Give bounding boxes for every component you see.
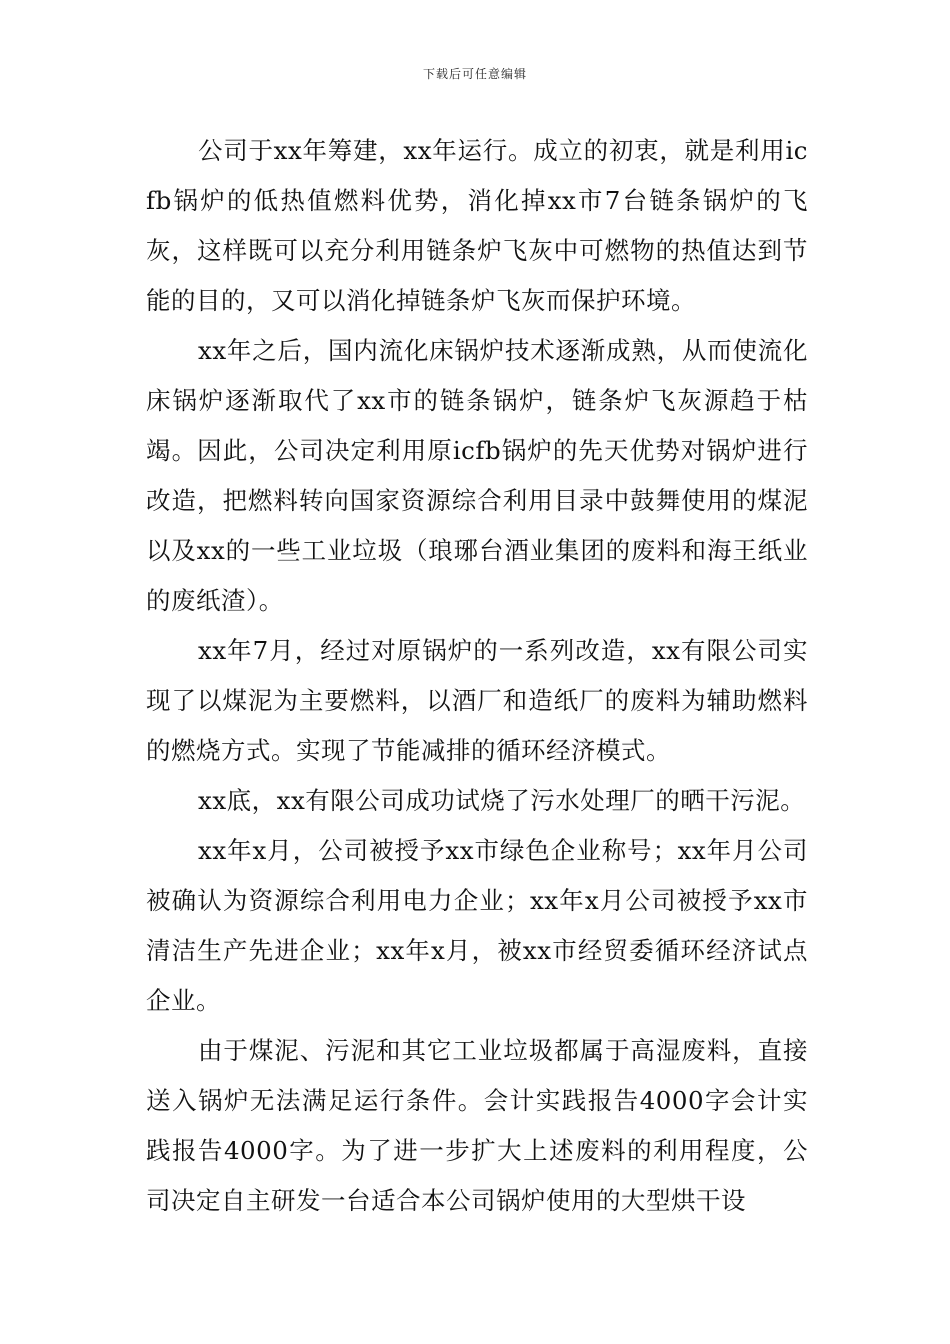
document-body [146,126,808,1226]
paragraph-fuel-transition: xx年7月，经过对原锅炉的一系列改造，xx有限公司实现了以煤泥为主要燃料，以酒厂和造纸厂的废料为辅助燃料的燃烧方式。实现了节能减排的循环经济模式。 [146,636,808,765]
page-header: 下载后可任意编辑 [422,67,527,81]
paragraph-founding: 公司于xx年筹建，xx年运行。成立的初衷，就是利用icfb锅炉的低热值燃料优势，消化掉xx市7台链条锅炉的飞灰，这样既可以充分利用链条炉飞灰中可燃物的热值达到节能的目的，又可以消化掉链条炉飞灰而保护环境。 [146,136,808,315]
paragraph-drying-equipment: 由于煤泥、污泥和其它工业垃圾都属于高湿废料，直接送入锅炉无法满足运行条件。会计实践报告4000字会计实践报告4000字。为了进一步扩大上述废料的利用程度，公司决定自主研发一台适合本公司锅炉使用的大型烘干设 [146,1036,808,1215]
paragraph-sludge-trial: xx底，xx有限公司成功试烧了污水处理厂的晒干污泥。 [198,786,806,815]
paragraph-boiler-retrofit: xx年之后，国内流化床锅炉技术逐渐成熟，从而使流化床锅炉逐渐取代了xx市的链条锅炉，链条炉飞灰源趋于枯竭。因此，公司决定利用原icfb锅炉的先天优势对锅炉进行改造，把燃料转向国家资源综合利用目录中鼓舞使用的煤泥以及xx的一些工业垃圾（琅琊台酒业集团的废料和海王纸业的废纸渣）。 [146,336,808,615]
paragraph-honors: xx年x月，公司被授予xx市绿色企业称号；xx年月公司被确认为资源综合利用电力企业；xx年x月公司被授予xx市清洁生产先进企业；xx年x月，被xx市经贸委循环经济试点企业。 [146,836,808,1015]
